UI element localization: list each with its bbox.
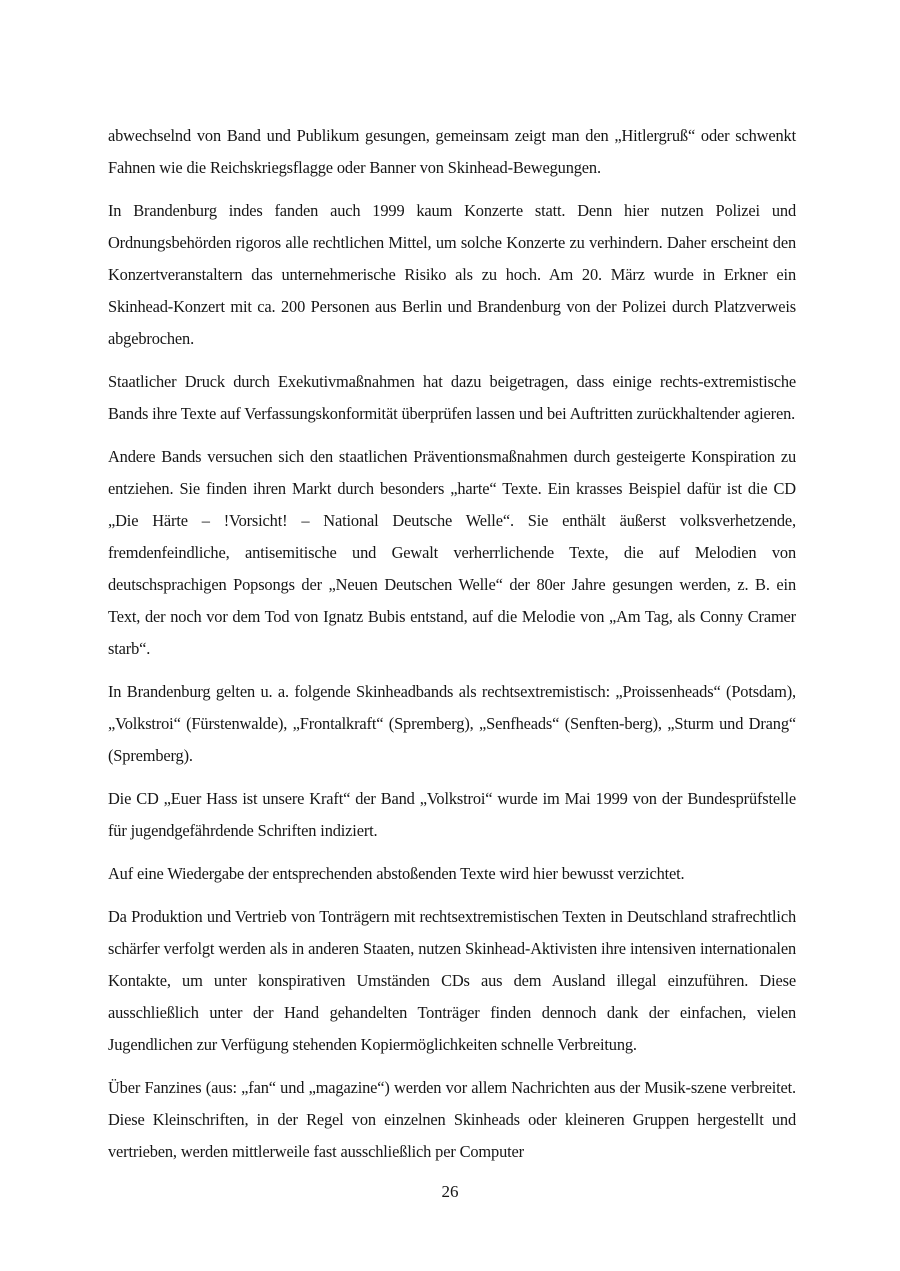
paragraph: Andere Bands versuchen sich den staatlichen Präventionsmaßnahmen durch gesteigerte Konspiration zu entziehen. Sie finden ihren Markt durch besonders „harte“ Texte. Ein krasses Beispiel dafür ist die CD „Die Härte – !Vorsicht! – National Deutsche Welle“. Sie enthält äußerst volksverhetzende, fremdenfeindliche, antisemitische und Gewalt verherrlichende Texte, die auf Melodien von deutschsprachigen Popsongs der „Neuen Deutschen Welle“ der 80er Jahre gesungen werden, z. B. ein Text, der noch vor dem Tod von Ignatz Bubis entstand, auf die Melodie von „Am Tag, als Conny Cramer starb“.: [108, 447, 796, 658]
paragraph: Da Produktion und Vertrieb von Tonträgern mit rechtsextremistischen Texten in Deutschland strafrechtlich schärfer verfolgt werden als in anderen Staaten, nutzen Skinhead-Aktivisten ihre intensiven internationalen Kontakte, um unter konspirativen Umständen CDs aus dem Ausland illegal einzuführen. Diese ausschließlich unter der Hand gehandelten Tonträger finden dennoch dank der einfachen, vielen Jugendlichen zur Verfügung stehenden Kopiermöglichkeiten schnelle Verbreitung.: [108, 907, 796, 1054]
paragraph: Über Fanzines (aus: „fan“ und „magazine“) werden vor allem Nachrichten aus der Musik-szene verbreitet. Diese Kleinschriften, in der Regel von einzelnen Skinheads oder kleineren Gruppen hergestellt und vertrieben, werden mittlerweile fast ausschließlich per Computer: [108, 1078, 796, 1161]
page-number: 26: [441, 1182, 459, 1201]
paragraph: In Brandenburg indes fanden auch 1999 kaum Konzerte statt. Denn hier nutzen Polizei und Ordnungsbehörden rigoros alle rechtlichen Mittel, um solche Konzerte zu verhindern. Daher erscheint den Konzertveranstaltern das unternehmerische Risiko als zu hoch. Am 20. März wurde in Erkner ein Skinhead-Konzert mit ca. 200 Personen aus Berlin und Brandenburg von der Polizei durch Platzverweis abgebrochen.: [108, 201, 796, 348]
paragraph: Staatlicher Druck durch Exekutivmaßnahmen hat dazu beigetragen, dass einige rechts-extremistische Bands ihre Texte auf Verfassungskonformität überprüfen lassen und bei Auftritten zurückhaltender agieren.: [108, 372, 796, 423]
document-body: [108, 120, 796, 1179]
paragraph: abwechselnd von Band und Publikum gesungen, gemeinsam zeigt man den „Hitlergruß“ oder schwenkt Fahnen wie die Reichskriegsflagge oder Banner von Skinhead-Bewegungen.: [108, 126, 796, 177]
paragraph: In Brandenburg gelten u. a. folgende Skinheadbands als rechtsextremistisch: „Proissenheads“ (Potsdam), „Volkstroi“ (Fürstenwalde), „Frontalkraft“ (Spremberg), „Senfheads“ (Senften-berg), „Sturm und Drang“ (Spremberg).: [108, 682, 796, 765]
paragraph: Auf eine Wiedergabe der entsprechenden abstoßenden Texte wird hier bewusst verzichtet.: [108, 864, 685, 883]
paragraph: Die CD „Euer Hass ist unsere Kraft“ der Band „Volkstroi“ wurde im Mai 1999 von der Bundesprüfstelle für jugendgefährdende Schriften indiziert.: [108, 789, 796, 840]
